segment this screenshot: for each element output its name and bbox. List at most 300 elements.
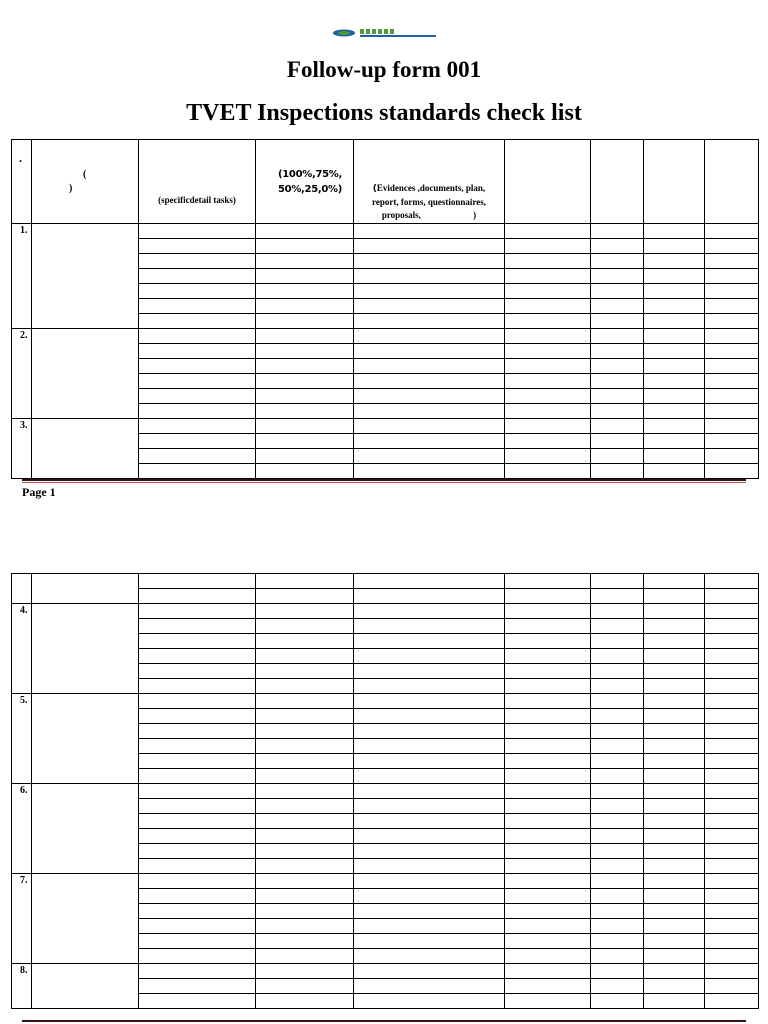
entry-cell[interactable] — [591, 904, 644, 919]
entry-cell[interactable] — [705, 784, 759, 799]
entry-cell[interactable] — [705, 589, 759, 604]
entry-cell[interactable] — [139, 389, 256, 404]
entry-cell[interactable] — [705, 634, 759, 649]
section-standard-cell[interactable] — [32, 419, 139, 479]
entry-cell[interactable] — [705, 314, 759, 329]
entry-cell[interactable] — [505, 964, 591, 979]
entry-cell[interactable] — [591, 574, 644, 589]
entry-cell[interactable] — [705, 844, 759, 859]
entry-cell[interactable] — [256, 359, 354, 374]
entry-cell[interactable] — [505, 254, 591, 269]
entry-cell[interactable] — [139, 844, 256, 859]
entry-cell[interactable] — [591, 464, 644, 479]
entry-cell[interactable] — [591, 589, 644, 604]
entry-cell[interactable] — [591, 224, 644, 239]
entry-cell[interactable] — [505, 799, 591, 814]
entry-cell[interactable] — [705, 434, 759, 449]
entry-cell[interactable] — [705, 374, 759, 389]
entry-cell[interactable] — [139, 239, 256, 254]
entry-cell[interactable] — [591, 829, 644, 844]
entry-cell[interactable] — [644, 814, 705, 829]
entry-cell[interactable] — [705, 299, 759, 314]
entry-cell[interactable] — [139, 224, 256, 239]
entry-cell[interactable] — [354, 284, 505, 299]
entry-cell[interactable] — [505, 844, 591, 859]
entry-cell[interactable] — [644, 434, 705, 449]
entry-cell[interactable] — [505, 934, 591, 949]
entry-cell[interactable] — [139, 934, 256, 949]
entry-cell[interactable] — [139, 664, 256, 679]
entry-cell[interactable] — [505, 979, 591, 994]
entry-cell[interactable] — [705, 649, 759, 664]
entry-cell[interactable] — [705, 284, 759, 299]
entry-cell[interactable] — [705, 769, 759, 784]
entry-cell[interactable] — [505, 269, 591, 284]
entry-cell[interactable] — [644, 224, 705, 239]
entry-cell[interactable] — [354, 239, 505, 254]
entry-cell[interactable] — [256, 844, 354, 859]
entry-cell[interactable] — [705, 224, 759, 239]
entry-cell[interactable] — [591, 799, 644, 814]
entry-cell[interactable] — [354, 934, 505, 949]
entry-cell[interactable] — [354, 314, 505, 329]
entry-cell[interactable] — [139, 574, 256, 589]
entry-cell[interactable] — [505, 284, 591, 299]
entry-cell[interactable] — [354, 889, 505, 904]
entry-cell[interactable] — [354, 649, 505, 664]
entry-cell[interactable] — [591, 754, 644, 769]
entry-cell[interactable] — [644, 679, 705, 694]
entry-cell[interactable] — [256, 389, 354, 404]
entry-cell[interactable] — [705, 934, 759, 949]
entry-cell[interactable] — [705, 239, 759, 254]
entry-cell[interactable] — [705, 979, 759, 994]
entry-cell[interactable] — [705, 269, 759, 284]
entry-cell[interactable] — [139, 344, 256, 359]
entry-cell[interactable] — [139, 434, 256, 449]
entry-cell[interactable] — [644, 874, 705, 889]
entry-cell[interactable] — [354, 664, 505, 679]
entry-cell[interactable] — [591, 874, 644, 889]
entry-cell[interactable] — [256, 934, 354, 949]
section-standard-cell[interactable] — [32, 329, 139, 419]
entry-cell[interactable] — [705, 254, 759, 269]
entry-cell[interactable] — [591, 314, 644, 329]
entry-cell[interactable] — [705, 344, 759, 359]
entry-cell[interactable] — [139, 449, 256, 464]
entry-cell[interactable] — [705, 419, 759, 434]
entry-cell[interactable] — [505, 224, 591, 239]
entry-cell[interactable] — [256, 224, 354, 239]
entry-cell[interactable] — [139, 874, 256, 889]
entry-cell[interactable] — [705, 359, 759, 374]
entry-cell[interactable] — [354, 574, 505, 589]
entry-cell[interactable] — [354, 224, 505, 239]
entry-cell[interactable] — [139, 754, 256, 769]
entry-cell[interactable] — [705, 739, 759, 754]
entry-cell[interactable] — [354, 874, 505, 889]
entry-cell[interactable] — [591, 449, 644, 464]
entry-cell[interactable] — [256, 724, 354, 739]
entry-cell[interactable] — [256, 239, 354, 254]
entry-cell[interactable] — [644, 419, 705, 434]
entry-cell[interactable] — [139, 419, 256, 434]
entry-cell[interactable] — [705, 889, 759, 904]
entry-cell[interactable] — [644, 239, 705, 254]
entry-cell[interactable] — [505, 389, 591, 404]
entry-cell[interactable] — [705, 724, 759, 739]
entry-cell[interactable] — [705, 859, 759, 874]
entry-cell[interactable] — [644, 724, 705, 739]
entry-cell[interactable] — [256, 404, 354, 419]
entry-cell[interactable] — [591, 329, 644, 344]
entry-cell[interactable] — [256, 574, 354, 589]
entry-cell[interactable] — [256, 859, 354, 874]
entry-cell[interactable] — [505, 829, 591, 844]
entry-cell[interactable] — [705, 964, 759, 979]
entry-cell[interactable] — [256, 254, 354, 269]
entry-cell[interactable] — [139, 799, 256, 814]
section-standard-cell[interactable] — [32, 694, 139, 784]
entry-cell[interactable] — [644, 829, 705, 844]
entry-cell[interactable] — [705, 949, 759, 964]
entry-cell[interactable] — [644, 694, 705, 709]
entry-cell[interactable] — [591, 979, 644, 994]
entry-cell[interactable] — [354, 724, 505, 739]
entry-cell[interactable] — [256, 464, 354, 479]
entry-cell[interactable] — [644, 404, 705, 419]
entry-cell[interactable] — [139, 859, 256, 874]
entry-cell[interactable] — [505, 359, 591, 374]
entry-cell[interactable] — [256, 634, 354, 649]
entry-cell[interactable] — [705, 404, 759, 419]
entry-cell[interactable] — [139, 784, 256, 799]
entry-cell[interactable] — [505, 604, 591, 619]
entry-cell[interactable] — [139, 694, 256, 709]
entry-cell[interactable] — [591, 419, 644, 434]
entry-cell[interactable] — [256, 874, 354, 889]
entry-cell[interactable] — [591, 769, 644, 784]
entry-cell[interactable] — [354, 859, 505, 874]
entry-cell[interactable] — [256, 589, 354, 604]
entry-cell[interactable] — [139, 994, 256, 1009]
entry-cell[interactable] — [505, 859, 591, 874]
entry-cell[interactable] — [705, 814, 759, 829]
entry-cell[interactable] — [705, 574, 759, 589]
entry-cell[interactable] — [644, 344, 705, 359]
entry-cell[interactable] — [139, 299, 256, 314]
entry-cell[interactable] — [256, 739, 354, 754]
entry-cell[interactable] — [505, 574, 591, 589]
entry-cell[interactable] — [705, 799, 759, 814]
entry-cell[interactable] — [139, 649, 256, 664]
entry-cell[interactable] — [705, 464, 759, 479]
entry-cell[interactable] — [256, 679, 354, 694]
entry-cell[interactable] — [354, 434, 505, 449]
entry-cell[interactable] — [644, 634, 705, 649]
entry-cell[interactable] — [505, 904, 591, 919]
section-standard-cell[interactable] — [32, 874, 139, 964]
entry-cell[interactable] — [505, 949, 591, 964]
entry-cell[interactable] — [354, 374, 505, 389]
entry-cell[interactable] — [644, 464, 705, 479]
entry-cell[interactable] — [505, 344, 591, 359]
entry-cell[interactable] — [705, 709, 759, 724]
entry-cell[interactable] — [139, 604, 256, 619]
entry-cell[interactable] — [139, 679, 256, 694]
entry-cell[interactable] — [139, 269, 256, 284]
entry-cell[interactable] — [256, 664, 354, 679]
entry-cell[interactable] — [591, 844, 644, 859]
entry-cell[interactable] — [591, 694, 644, 709]
entry-cell[interactable] — [505, 464, 591, 479]
entry-cell[interactable] — [139, 374, 256, 389]
entry-cell[interactable] — [591, 934, 644, 949]
section-standard-cell[interactable] — [32, 784, 139, 874]
entry-cell[interactable] — [705, 919, 759, 934]
entry-cell[interactable] — [139, 769, 256, 784]
entry-cell[interactable] — [256, 284, 354, 299]
entry-cell[interactable] — [644, 254, 705, 269]
entry-cell[interactable] — [354, 814, 505, 829]
entry-cell[interactable] — [705, 664, 759, 679]
entry-cell[interactable] — [644, 709, 705, 724]
entry-cell[interactable] — [705, 829, 759, 844]
entry-cell[interactable] — [705, 329, 759, 344]
entry-cell[interactable] — [256, 299, 354, 314]
entry-cell[interactable] — [505, 589, 591, 604]
entry-cell[interactable] — [256, 619, 354, 634]
entry-cell[interactable] — [644, 844, 705, 859]
entry-cell[interactable] — [256, 694, 354, 709]
entry-cell[interactable] — [354, 269, 505, 284]
entry-cell[interactable] — [591, 739, 644, 754]
entry-cell[interactable] — [644, 329, 705, 344]
entry-cell[interactable] — [591, 964, 644, 979]
entry-cell[interactable] — [505, 419, 591, 434]
entry-cell[interactable] — [256, 269, 354, 284]
entry-cell[interactable] — [591, 434, 644, 449]
entry-cell[interactable] — [644, 889, 705, 904]
entry-cell[interactable] — [256, 374, 354, 389]
entry-cell[interactable] — [591, 859, 644, 874]
entry-cell[interactable] — [644, 664, 705, 679]
entry-cell[interactable] — [644, 449, 705, 464]
entry-cell[interactable] — [505, 724, 591, 739]
entry-cell[interactable] — [505, 404, 591, 419]
entry-cell[interactable] — [591, 359, 644, 374]
entry-cell[interactable] — [644, 739, 705, 754]
entry-cell[interactable] — [705, 754, 759, 769]
entry-cell[interactable] — [354, 634, 505, 649]
entry-cell[interactable] — [644, 359, 705, 374]
entry-cell[interactable] — [644, 374, 705, 389]
entry-cell[interactable] — [139, 254, 256, 269]
entry-cell[interactable] — [591, 374, 644, 389]
entry-cell[interactable] — [705, 694, 759, 709]
entry-cell[interactable] — [256, 604, 354, 619]
entry-cell[interactable] — [354, 344, 505, 359]
entry-cell[interactable] — [591, 994, 644, 1009]
entry-cell[interactable] — [644, 389, 705, 404]
entry-cell[interactable] — [705, 994, 759, 1009]
entry-cell[interactable] — [505, 784, 591, 799]
entry-cell[interactable] — [139, 709, 256, 724]
entry-cell[interactable] — [139, 329, 256, 344]
entry-cell[interactable] — [505, 769, 591, 784]
entry-cell[interactable] — [644, 979, 705, 994]
entry-cell[interactable] — [591, 664, 644, 679]
entry-cell[interactable] — [591, 724, 644, 739]
entry-cell[interactable] — [591, 889, 644, 904]
entry-cell[interactable] — [139, 889, 256, 904]
entry-cell[interactable] — [644, 604, 705, 619]
entry-cell[interactable] — [354, 964, 505, 979]
entry-cell[interactable] — [139, 314, 256, 329]
entry-cell[interactable] — [505, 239, 591, 254]
entry-cell[interactable] — [256, 419, 354, 434]
entry-cell[interactable] — [139, 464, 256, 479]
entry-cell[interactable] — [591, 404, 644, 419]
entry-cell[interactable] — [139, 359, 256, 374]
entry-cell[interactable] — [139, 284, 256, 299]
entry-cell[interactable] — [354, 949, 505, 964]
entry-cell[interactable] — [505, 694, 591, 709]
entry-cell[interactable] — [256, 994, 354, 1009]
entry-cell[interactable] — [505, 679, 591, 694]
entry-cell[interactable] — [705, 679, 759, 694]
entry-cell[interactable] — [705, 604, 759, 619]
entry-cell[interactable] — [354, 844, 505, 859]
entry-cell[interactable] — [354, 679, 505, 694]
entry-cell[interactable] — [505, 649, 591, 664]
entry-cell[interactable] — [256, 904, 354, 919]
section-standard-cell[interactable] — [32, 574, 139, 604]
entry-cell[interactable] — [139, 964, 256, 979]
entry-cell[interactable] — [505, 634, 591, 649]
entry-cell[interactable] — [354, 464, 505, 479]
entry-cell[interactable] — [505, 814, 591, 829]
entry-cell[interactable] — [354, 329, 505, 344]
entry-cell[interactable] — [644, 619, 705, 634]
entry-cell[interactable] — [591, 919, 644, 934]
entry-cell[interactable] — [644, 769, 705, 784]
entry-cell[interactable] — [256, 314, 354, 329]
entry-cell[interactable] — [256, 649, 354, 664]
entry-cell[interactable] — [591, 709, 644, 724]
entry-cell[interactable] — [256, 889, 354, 904]
entry-cell[interactable] — [705, 904, 759, 919]
entry-cell[interactable] — [354, 404, 505, 419]
entry-cell[interactable] — [591, 254, 644, 269]
entry-cell[interactable] — [354, 754, 505, 769]
entry-cell[interactable] — [644, 994, 705, 1009]
entry-cell[interactable] — [139, 634, 256, 649]
entry-cell[interactable] — [505, 874, 591, 889]
entry-cell[interactable] — [591, 299, 644, 314]
entry-cell[interactable] — [644, 284, 705, 299]
entry-cell[interactable] — [256, 829, 354, 844]
entry-cell[interactable] — [139, 739, 256, 754]
entry-cell[interactable] — [256, 949, 354, 964]
entry-cell[interactable] — [139, 949, 256, 964]
entry-cell[interactable] — [354, 589, 505, 604]
entry-cell[interactable] — [591, 634, 644, 649]
entry-cell[interactable] — [354, 829, 505, 844]
entry-cell[interactable] — [256, 754, 354, 769]
entry-cell[interactable] — [505, 739, 591, 754]
entry-cell[interactable] — [644, 934, 705, 949]
entry-cell[interactable] — [256, 784, 354, 799]
entry-cell[interactable] — [354, 389, 505, 404]
entry-cell[interactable] — [354, 619, 505, 634]
entry-cell[interactable] — [354, 694, 505, 709]
entry-cell[interactable] — [256, 814, 354, 829]
entry-cell[interactable] — [256, 709, 354, 724]
entry-cell[interactable] — [139, 589, 256, 604]
entry-cell[interactable] — [591, 284, 644, 299]
entry-cell[interactable] — [705, 389, 759, 404]
entry-cell[interactable] — [256, 434, 354, 449]
entry-cell[interactable] — [256, 979, 354, 994]
entry-cell[interactable] — [139, 919, 256, 934]
entry-cell[interactable] — [644, 964, 705, 979]
entry-cell[interactable] — [644, 649, 705, 664]
entry-cell[interactable] — [354, 449, 505, 464]
entry-cell[interactable] — [256, 769, 354, 784]
entry-cell[interactable] — [354, 919, 505, 934]
entry-cell[interactable] — [505, 434, 591, 449]
section-standard-cell[interactable] — [32, 964, 139, 1009]
entry-cell[interactable] — [354, 419, 505, 434]
entry-cell[interactable] — [256, 964, 354, 979]
entry-cell[interactable] — [139, 619, 256, 634]
entry-cell[interactable] — [505, 754, 591, 769]
entry-cell[interactable] — [591, 269, 644, 284]
entry-cell[interactable] — [354, 904, 505, 919]
entry-cell[interactable] — [591, 604, 644, 619]
entry-cell[interactable] — [644, 904, 705, 919]
entry-cell[interactable] — [256, 329, 354, 344]
entry-cell[interactable] — [591, 814, 644, 829]
entry-cell[interactable] — [256, 449, 354, 464]
entry-cell[interactable] — [644, 784, 705, 799]
entry-cell[interactable] — [139, 404, 256, 419]
section-standard-cell[interactable] — [32, 604, 139, 694]
entry-cell[interactable] — [705, 619, 759, 634]
entry-cell[interactable] — [354, 994, 505, 1009]
entry-cell[interactable] — [354, 359, 505, 374]
entry-cell[interactable] — [644, 799, 705, 814]
entry-cell[interactable] — [644, 299, 705, 314]
entry-cell[interactable] — [591, 239, 644, 254]
entry-cell[interactable] — [705, 874, 759, 889]
entry-cell[interactable] — [591, 344, 644, 359]
entry-cell[interactable] — [591, 389, 644, 404]
entry-cell[interactable] — [354, 254, 505, 269]
entry-cell[interactable] — [354, 769, 505, 784]
entry-cell[interactable] — [354, 784, 505, 799]
entry-cell[interactable] — [354, 739, 505, 754]
section-standard-cell[interactable] — [32, 224, 139, 329]
entry-cell[interactable] — [505, 374, 591, 389]
entry-cell[interactable] — [354, 799, 505, 814]
entry-cell[interactable] — [354, 299, 505, 314]
entry-cell[interactable] — [644, 574, 705, 589]
entry-cell[interactable] — [644, 269, 705, 284]
entry-cell[interactable] — [354, 979, 505, 994]
entry-cell[interactable] — [354, 709, 505, 724]
